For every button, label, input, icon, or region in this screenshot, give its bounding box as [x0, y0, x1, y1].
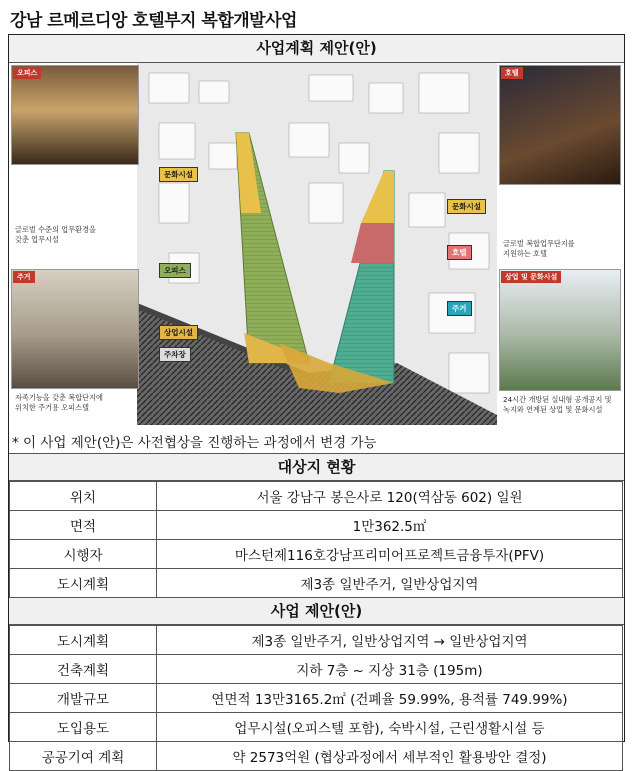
table-row: [10, 569, 623, 598]
label-parking: 주차장: [159, 347, 191, 362]
table-row: [10, 626, 623, 655]
tag-commercial: 상업 및 문화시설: [501, 271, 561, 283]
table-row: [10, 655, 623, 684]
table-row: [10, 511, 623, 540]
label-residence: 주거: [447, 301, 472, 316]
table-row: [10, 713, 623, 742]
site-status-table: [9, 481, 623, 598]
proposal-table: [9, 625, 623, 771]
label-culture-right: 문화시설: [447, 199, 486, 214]
disclaimer-note: * 이 사업 제안(안)은 사전협상을 진행하는 과정에서 변경 가능: [12, 435, 377, 451]
row-value: 연면적 13만3165.2㎡ (건폐율 59.99%, 용적률 749.99%): [157, 684, 623, 713]
row-value: 제3종 일반주거, 일반상업지역 → 일반상업지역: [157, 626, 623, 655]
table-row: [10, 742, 623, 771]
row-value: 1만362.5㎡: [157, 511, 623, 540]
project-table: [8, 34, 625, 766]
row-value: 제3종 일반주거, 일반상업지역: [157, 569, 623, 598]
row-key: 도입용도: [10, 713, 157, 742]
table-row: [10, 540, 623, 569]
caption-office: 글로벌 수준의 업무환경을 갖춘 업무시설: [15, 225, 96, 244]
section-header-plan: [9, 35, 624, 63]
row-key: 개발규모: [10, 684, 157, 713]
row-key: 면적: [10, 511, 157, 540]
caption-residence: 자족기능을 갖춘 복합단지에 위치한 주거용 오피스텔: [15, 393, 103, 412]
architectural-illustration: [9, 63, 623, 425]
row-key: 시행자: [10, 540, 157, 569]
section-header-site: [9, 453, 624, 481]
row-key: 도시계획: [10, 569, 157, 598]
row-value: 업무시설(오피스텔 포함), 숙박시설, 근린생활시설 등: [157, 713, 623, 742]
photo-residence: [11, 269, 139, 389]
table-row: [10, 482, 623, 511]
section-title-plan: 사업계획 제안(안): [256, 39, 377, 57]
row-value: 지하 7층 ~ 지상 31층 (195m): [157, 655, 623, 684]
row-key: 공공기여 계획: [10, 742, 157, 771]
section-title-site: 대상지 현황: [277, 458, 356, 476]
label-commercial: 상업시설: [159, 325, 198, 340]
row-value: 서울 강남구 봉은사로 120(역삼동 602) 일원: [157, 482, 623, 511]
caption-commercial: 24시간 개방된 실내형 공개공지 및 녹지와 연계된 상업 및 문화시설: [503, 395, 612, 414]
photo-commercial: [499, 269, 621, 391]
label-hotel: 호텔: [447, 245, 472, 260]
photo-office: [11, 65, 139, 165]
label-culture-left: 문화시설: [159, 167, 198, 182]
tag-office: 오피스: [13, 67, 41, 79]
tag-hotel: 호텔: [501, 67, 523, 79]
row-value: 마스턴제116호강남프리미어프로젝트금융투자(PFV): [157, 540, 623, 569]
section-title-proposal: 사업 제안(안): [270, 602, 363, 620]
table-row: [10, 684, 623, 713]
label-office: 오피스: [159, 263, 191, 278]
row-key: 도시계획: [10, 626, 157, 655]
caption-hotel: 글로벌 복합업무단지를 지원하는 호텔: [503, 239, 575, 258]
photo-hotel: [499, 65, 621, 185]
tag-residence: 주거: [13, 271, 35, 283]
row-value: 약 2573억원 (협상과정에서 세부적인 활용방안 결정): [157, 742, 623, 771]
page-title: 강남 르메르디앙 호텔부지 복합개발사업: [10, 11, 297, 31]
row-key: 위치: [10, 482, 157, 511]
section-header-proposal: [9, 597, 624, 625]
row-key: 건축계획: [10, 655, 157, 684]
